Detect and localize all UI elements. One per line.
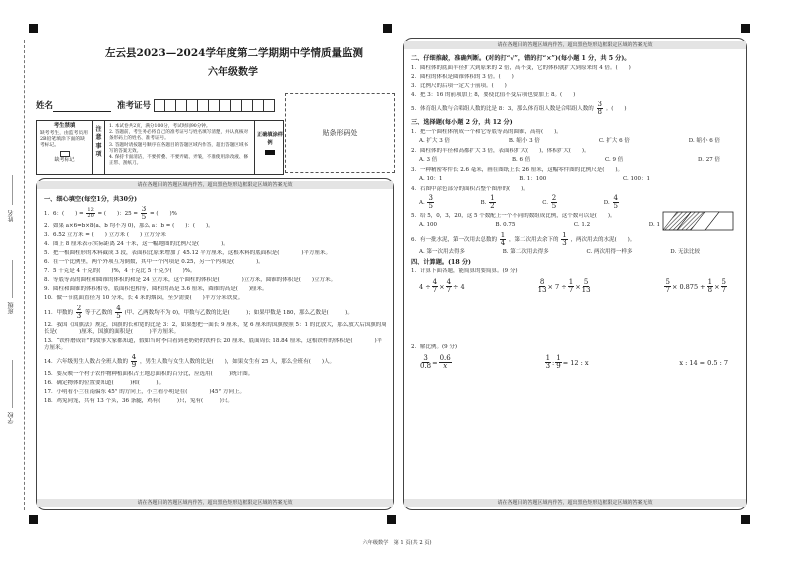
calc-1-expressions [419, 279, 728, 294]
question-15: 15．要反映一个村子农作物种植面积占土地总面积的百分比，应选用( )统计图。 [44, 370, 254, 377]
question-18: 18．鸡兔同笼，共有 13 个头，36 条腿，鸡有( )只，兔有( )只。 [44, 397, 233, 404]
sticker-label: 贴条形码处 [322, 128, 358, 137]
left-content [44, 193, 387, 407]
option: B. 第二次用去得多 [502, 248, 549, 255]
question-14 [44, 354, 387, 369]
option: B. 1：100 [519, 175, 547, 182]
sample-label: 正确填涂样例 [257, 132, 283, 147]
calc-2-title: 2．解比例。(9 分) [411, 344, 458, 351]
option: B. 缩小 3 倍 [508, 137, 540, 144]
option: B. 0.75 [495, 221, 516, 228]
q11-part: (甲、乙两数均不为 0)，甲数与乙数的比是( )；如果甲数是 180，那么乙数是( )。 [124, 309, 353, 316]
c6-fraction-2: $\frac{1}{3}$ [562, 231, 567, 247]
option: B. 6 倍 [511, 156, 531, 163]
choice-3: 3．一种精密零件长 2.6 毫米，画在图纸上长 26 厘米，这幅零件图的比例尺是( )。 [411, 166, 624, 173]
question-5: 5．把一根圆柱形的木料截成 3 段，表面积比原来增加了 45.12 平方厘米，这根木料的底面积是( )平方厘米。 [44, 250, 332, 257]
option: A. 扩大 3 倍 [419, 137, 450, 144]
area-warning-bottom: 请在各题目的答题区域内作答，超出黑色矩形边框限定区域的答案无效 [404, 499, 746, 507]
choice-2: 2．圆柱体的半径和高都扩大 3 倍，表面积扩大( )，体积扩大( )。 [411, 147, 590, 154]
strip-name-line [12, 175, 13, 205]
choice-6 [411, 232, 740, 247]
expression-2: $\frac{8}{13}$ × 7 ÷ $\frac{1}{7}$ × $\frac{5}{13}$ [537, 278, 591, 295]
option: C. $\frac{2}{5}$ [542, 193, 557, 210]
absent-mark-label: 缺考标记 [54, 156, 75, 163]
c6-part: 6．有一批水泥，第一次用去总数的 [411, 236, 498, 243]
area-warning-top: 请在各题目的答题区域内作答，超出黑色矩形边框限定区域的答案无效 [404, 41, 746, 49]
attention-items [105, 121, 255, 174]
choice-5: 5．给 5，0，3，20，这 5 个数配上一个不同的数组成比例，这个数可以是( )。 [411, 212, 616, 219]
option: C. 扩大 6 倍 [598, 137, 630, 144]
question-3: 3．6.52 立方米 = ( ) 立方米 ( ) 立方分米 [44, 232, 166, 238]
id-label: 准考证号 [117, 101, 152, 112]
strip-class-label: 班级 [8, 302, 15, 314]
sample-box [255, 121, 285, 174]
attention-item: 4. 保持卡面清洁，不要折叠、不要弄破、弄皱，不准使用涂改液、修正带、刮纸刀。 [109, 154, 249, 167]
question-6: 6．在一个比例里，两个外项互为倒数，其中一个内项是 0.25，另一个内项是( )。 [44, 259, 264, 266]
absent-heading: 考生禁填 [53, 123, 76, 129]
question-16: 16．确定物体的位置要知道( )和( )。 [44, 379, 165, 386]
choice-2-options [419, 157, 740, 164]
question-1 [44, 206, 387, 221]
question-4: 4．图上 8 厘米表示实际距离 24 千米，这一幅地图的比例尺是( )。 [44, 241, 229, 248]
question-9: 9．圆柱和圆锥的体积相等，底面积也相等，圆柱的高是 3.6 厘米，圆锥的高是( )厘米。 [44, 286, 268, 293]
section-2-title: 二、仔细推敲，准确判断。(对的打“√”，错的打“×”)(每小题 1 分，共 5 分)。 [411, 55, 631, 62]
j5-part: 5．体育组人数与合唱组人数的比是 8：3，那么体育组人数是合唱组人数的 [411, 106, 594, 112]
q11-fraction-2: $\frac{4}{5}$ [116, 304, 121, 320]
area-warning-bottom: 请在各题目的答题区域内作答，超出黑色矩形边框限定区域的答案无效 [37, 499, 393, 507]
left-answer-area [36, 178, 394, 510]
option: A. 100 [419, 221, 437, 228]
question-10: 10．做一节底面直径为 10 分米，长 4 米的烟囱，至少需要( )平方分米铁皮。 [44, 295, 244, 302]
absent-box [37, 121, 93, 174]
expression-3: $\frac{5}{7}$ × 0.875 + $\frac{1}{8}$ × $\frac{5}{7}$ [665, 278, 726, 295]
area-warning-top: 请在各题目的答题区域内作答，超出黑色矩形边框限定区域的答案无效 [37, 181, 393, 189]
judge-5 [411, 101, 740, 116]
option: A. 10：1 [419, 175, 443, 182]
option: A. $\frac{3}{5}$ [419, 193, 433, 210]
c6-part: ，第二次用去余下的 [508, 236, 559, 243]
option: D. $\frac{4}{5}$ [603, 193, 618, 210]
q1-fraction-2: $\frac{3}{5}$ [141, 205, 147, 221]
question-13: 13．“铁杵磨成针”的故事大家都知道，假如当时李白看到老奶奶的铁杵长 20 厘米，底面周长 18.84 厘米，这根铁杵的体积是( )平方厘米。 [44, 337, 383, 351]
q14-fraction: $\frac{4}{9}$ [131, 353, 137, 369]
q1-part: = ( )：25 = [97, 210, 139, 217]
choice-4-options [419, 195, 740, 210]
attention-item: 2. 答题前，考生务必将自己的准考证号与姓名填写清楚，并认真核对条形码上的姓名、准考证号。 [109, 130, 249, 142]
judge-4: 4．把 3：16 的前项加上 8，要使比值不变后项也要加上 8。( ) [411, 91, 576, 98]
choice-1-options [419, 138, 740, 145]
option: A. 3 倍 [419, 156, 438, 163]
id-grid[interactable] [154, 99, 275, 112]
attention-item: 1. 本试卷共2页，满分100分，考试时间90分钟。 [109, 124, 211, 129]
option: A. 第一次用去得多 [419, 248, 465, 255]
shaded-figure [662, 211, 734, 231]
option: B. $\frac{1}{2}$ [480, 193, 495, 210]
option: D. 缩小 6 倍 [688, 137, 720, 144]
question-12: 12．我国《国旗法》规定，国旗的长和宽的比是 3：2，如果想把一面长 9 厘米，宽 6 厘米的国旗按照 5：1 的比放大，那么放大后国旗的周长是( )厘米，国旗的面积是( )平方厘米。 [44, 321, 387, 335]
question-17: 17．小明看小兰在南偏东 45° 的方向上，小兰看小明是在( )45° 方向上。 [44, 388, 246, 395]
exam-subtitle: 六年级数学 [208, 67, 258, 78]
question-8: 8．等底等高的圆柱和圆锥的体积的和是 24 立方米，这个圆柱的体积是( )立方米，圆锥的体积是( )立方米。 [44, 277, 337, 284]
attention-label: 注意事项 [93, 121, 105, 174]
option: D. 1 [648, 221, 660, 228]
question-11 [44, 305, 387, 320]
name-field[interactable] [53, 102, 111, 112]
notice-box [36, 120, 284, 175]
q11-part: 等于乙数的 [84, 309, 113, 316]
expression-1: 4 ÷ $\frac{4}{7}$ × $\frac{4}{7}$ ÷ 4 [419, 278, 465, 295]
q11-part: 11．甲数的 [44, 309, 73, 316]
choice-3-options [419, 176, 740, 183]
section-4-title: 四、计算题。(18 分) [411, 258, 471, 266]
q14-part: ，男生人数与女生人数的比是( )，如果女生有 25 人，那么全班有( )人。 [139, 358, 336, 365]
q1-fraction-1: $\frac{12}{20}$ [87, 206, 94, 219]
corner-marker-top-right [741, 24, 750, 33]
calc-1-title: 1．计算下面各题，能简算的要简算。(9 分) [411, 268, 518, 275]
sample-mark [265, 150, 275, 155]
section-1-title: 一、细心填空(每空1分，共30分) [44, 196, 138, 203]
corner-marker-top-mid [383, 24, 392, 33]
q14-part: 14．六年级男生人数占全班人数的 [44, 358, 128, 365]
name-label: 姓名 [36, 101, 54, 112]
calc-2-proportions [419, 355, 728, 370]
option: C. 两次用得一样多 [586, 248, 633, 255]
j5-part: 。( ) [605, 106, 627, 112]
page-footer: 六年级数学 第 1 页(共 2 页) [362, 540, 432, 546]
option: C. 9 倍 [605, 156, 624, 163]
option: C. 1.2 [573, 221, 591, 228]
attention-item: 3. 答题时请按题号顺序在各题目的答题区域内作答，超出答题区域书写的答案无效。 [109, 142, 249, 154]
question-7: 7．5 千克是 4 千克的( )%，4 千克比 5 千克少( )%。 [44, 268, 196, 275]
q11-fraction-1: $\frac{2}{3}$ [76, 304, 82, 320]
judge-3: 3．比例尺的后项一定大于前项。( ) [411, 82, 507, 89]
barcode-sticker-area [285, 93, 395, 173]
proportion-2: $\frac{1}{3}$ : $\frac{1}{9}$ = 12 : x [545, 354, 589, 371]
judge-2: 2．圆柱的体积是圆锥体积的 3 倍。( ) [411, 73, 514, 80]
choice-6-options [419, 249, 740, 256]
option: C. 100：1 [622, 175, 650, 182]
strip-school-line [12, 360, 13, 408]
c6-fraction-1: $\frac{1}{4}$ [500, 231, 506, 247]
corner-marker-top-left [29, 24, 38, 33]
proportion-3: x : 14 = 0.5 : 7 [679, 358, 728, 367]
binding-strip [0, 40, 32, 510]
strip-school-label: 学校 [8, 412, 15, 424]
corner-marker-bottom-mid [387, 515, 396, 524]
strip-class-line [12, 260, 13, 298]
right-answer-area [403, 38, 747, 510]
choice-1: 1．把一个圆柱体削成一个和它等底等高的圆锥，高将( )。 [411, 128, 562, 135]
section-3-title: 三、选择题(每小题 2 分，共 12 分) [411, 119, 513, 126]
q1-part: 1．6：( ) = [44, 210, 84, 217]
strip-name-label: 姓名 [8, 210, 15, 222]
question-2: 2．如果 a×6=b×8(a、b 均不为 0)，那么 a：b = ( )：( )。 [44, 222, 214, 229]
cut-line [24, 40, 25, 510]
judge-1: 1．圆柱体的底面半径扩大到原来的 2 倍，高不变，它的体积就扩大到原来的 4 倍。( ) [411, 64, 631, 71]
choice-4: 4．右图中涂色部分的面积占整个图形的( )。 [411, 185, 529, 192]
proportion-1: $\frac{3}{0.8}$ = $\frac{0.6}{x}$ [420, 354, 451, 371]
option: D. 无法比较 [670, 248, 700, 255]
corner-marker-bottom-right [741, 515, 750, 524]
corner-marker-bottom-left [29, 515, 38, 524]
c6-part: ，两次用去的水泥( )。 [570, 236, 636, 243]
option: D. 27 倍 [698, 156, 720, 163]
absent-text: 缺考考生，由监考员用2B铅笔填涂下面的缺考标记。 [40, 130, 88, 148]
j5-fraction: $\frac{3}{8}$ [597, 101, 602, 116]
q1-part: = ( )% [150, 210, 177, 217]
exam-title: 左云县2023—2024学年度第二学期期中学情质量监测 [105, 47, 363, 59]
name-row [36, 99, 275, 112]
